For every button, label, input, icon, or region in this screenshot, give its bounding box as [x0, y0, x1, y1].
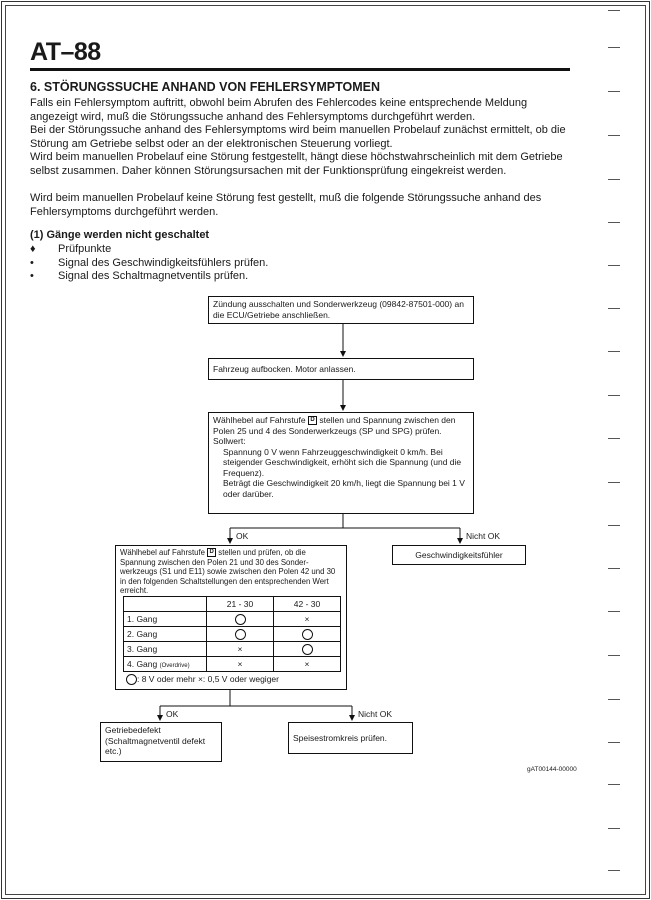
table-legend: : 8 V oder mehr ×: 0,5 V oder wegiger [126, 674, 279, 685]
margin-tick [608, 655, 620, 656]
bullet-icon: • [30, 256, 34, 269]
table-row: 1. Gang × [124, 612, 341, 627]
ok-label-2: OK [166, 709, 179, 719]
circle-icon [302, 629, 313, 640]
ok-label-1: OK [236, 531, 249, 541]
table-row: 2. Gang [124, 627, 341, 642]
margin-tick [608, 47, 620, 48]
check-point-item: • Signal des Schaltmagnetventils prüfen. [30, 270, 249, 282]
margin-tick [608, 525, 620, 526]
intro-paragraph-3: Wird beim manuellen Probelauf eine Störung festgestellt, hängt diese höchstwahrscheinlich mit dem Getriebe selbst zusammen. Daher können Störungsursachen mit der Funktionsprüfung eingekreist werden. [30, 151, 563, 177]
not-ok-label-1: Nicht OK [466, 531, 501, 541]
subsection-title: (1) Gänge werden nicht geschaltet [30, 229, 210, 241]
intro-paragraph-2: Bei der Störungssuche anhand des Fehlersymptoms wird beim manuellen Probelauf zunächst ermittelt, ob die Störung am Getriebe selbst oder an der elektronischen Steuerung vorliegt. [30, 124, 566, 150]
check-point-item: • Signal des Geschwindigkeitsfühlers prüfen. [30, 256, 269, 269]
margin-tick [608, 265, 620, 266]
table-header-cell: 42 - 30 [274, 597, 341, 612]
flow-step-connect-tool: Zündung ausschalten und Sonderwerkzeug (09842-87501-000) an die ECU/Getriebe anschließen. [208, 296, 474, 324]
margin-tick [608, 828, 620, 829]
margin-tick [608, 395, 620, 396]
not-ok-label-2: Nicht OK [358, 709, 393, 719]
margin-tick [608, 784, 620, 785]
flow-step-check-speed-sensor: Wählhebel auf Fahrstufe D stellen und Spannung zwischen den Polen 25 und 4 des Sonderwerkzeugs (SP und SPG) prüfen. Sollwert: Spannung 0 V wenn Fahrzeuggeschwindigkeit 0 km/h. Bei steigender Geschwindigkeit, erhöht sich die Spannung (und die Frequenz). Beträgt die Geschwindigkeit 20 km/h, liegt die Spannung bei 1 V oder darüber. [208, 412, 474, 514]
circle-icon [235, 614, 246, 625]
result-speed-sensor: Geschwindigkeitsfühler [392, 545, 526, 565]
margin-tick [608, 91, 620, 92]
margin-tick [608, 611, 620, 612]
gear-d-icon: D [308, 416, 317, 425]
intro-paragraph-1: Falls ein Fehlersymptom auftritt, obwohl beim Abrufen des Fehlercodes keine entsprechende Meldung angezeigt wird, muß die Störungssuche anhand des Fehlersymptoms durchgeführt werden. [30, 97, 528, 123]
table-row: 4. Gang (Overdrive) × × [124, 657, 341, 672]
result-transmission-defect: Getriebedefekt (Schaltmagnetventil defekt etc.) [100, 722, 222, 762]
margin-tick [608, 870, 620, 871]
check-points-heading: ♦ Prüfpunkte [30, 243, 112, 255]
margin-tick [608, 482, 620, 483]
table-header-row [124, 597, 341, 612]
intro-paragraph-4: Wird beim manuellen Probelauf keine Störung fest gestellt, muß die folgende Störungssuche anhand des Fehlersymptoms durchgeführt werden. [30, 192, 542, 218]
margin-tick [608, 179, 620, 180]
margin-tick [608, 222, 620, 223]
diamond-bullet-icon: ♦ [30, 243, 36, 255]
circle-icon [126, 674, 137, 685]
flow-step-start-engine: Fahrzeug aufbocken. Motor anlassen. [208, 358, 474, 380]
circle-icon [235, 629, 246, 640]
margin-tick [608, 438, 620, 439]
table-row: 3. Gang × [124, 642, 341, 657]
margin-tick [608, 568, 620, 569]
figure-code: gAT00144-00000 [527, 766, 577, 773]
table-header-cell [124, 597, 207, 612]
circle-icon [302, 644, 313, 655]
gear-voltage-table [123, 596, 341, 672]
table-header-cell: 21 - 30 [207, 597, 274, 612]
margin-tick [608, 742, 620, 743]
bullet-icon: • [30, 270, 34, 282]
margin-tick [608, 135, 620, 136]
page-number-header: AT–88 [30, 38, 101, 66]
flow-step-check-shift-solenoid: Wählhebel auf Fahrstufe D stellen und prüfen, ob die Spannung zwischen den Polen 21 und 30 des Sonder-werkzeugs (S1 und E11) sowie zwischen den Polen 42 und 30 in den folgenden Schaltstellungen den entsprechenden Wert erreicht. [115, 545, 347, 690]
result-check-power-circuit: Speisestromkreis prüfen. [288, 722, 413, 754]
margin-tick [608, 308, 620, 309]
margin-tick [608, 351, 620, 352]
margin-tick [608, 10, 620, 11]
gear-d-icon: D [207, 548, 216, 557]
margin-tick [608, 699, 620, 700]
section-title: 6. STÖRUNGSSUCHE ANHAND VON FEHLERSYMPTOMEN [30, 80, 381, 94]
